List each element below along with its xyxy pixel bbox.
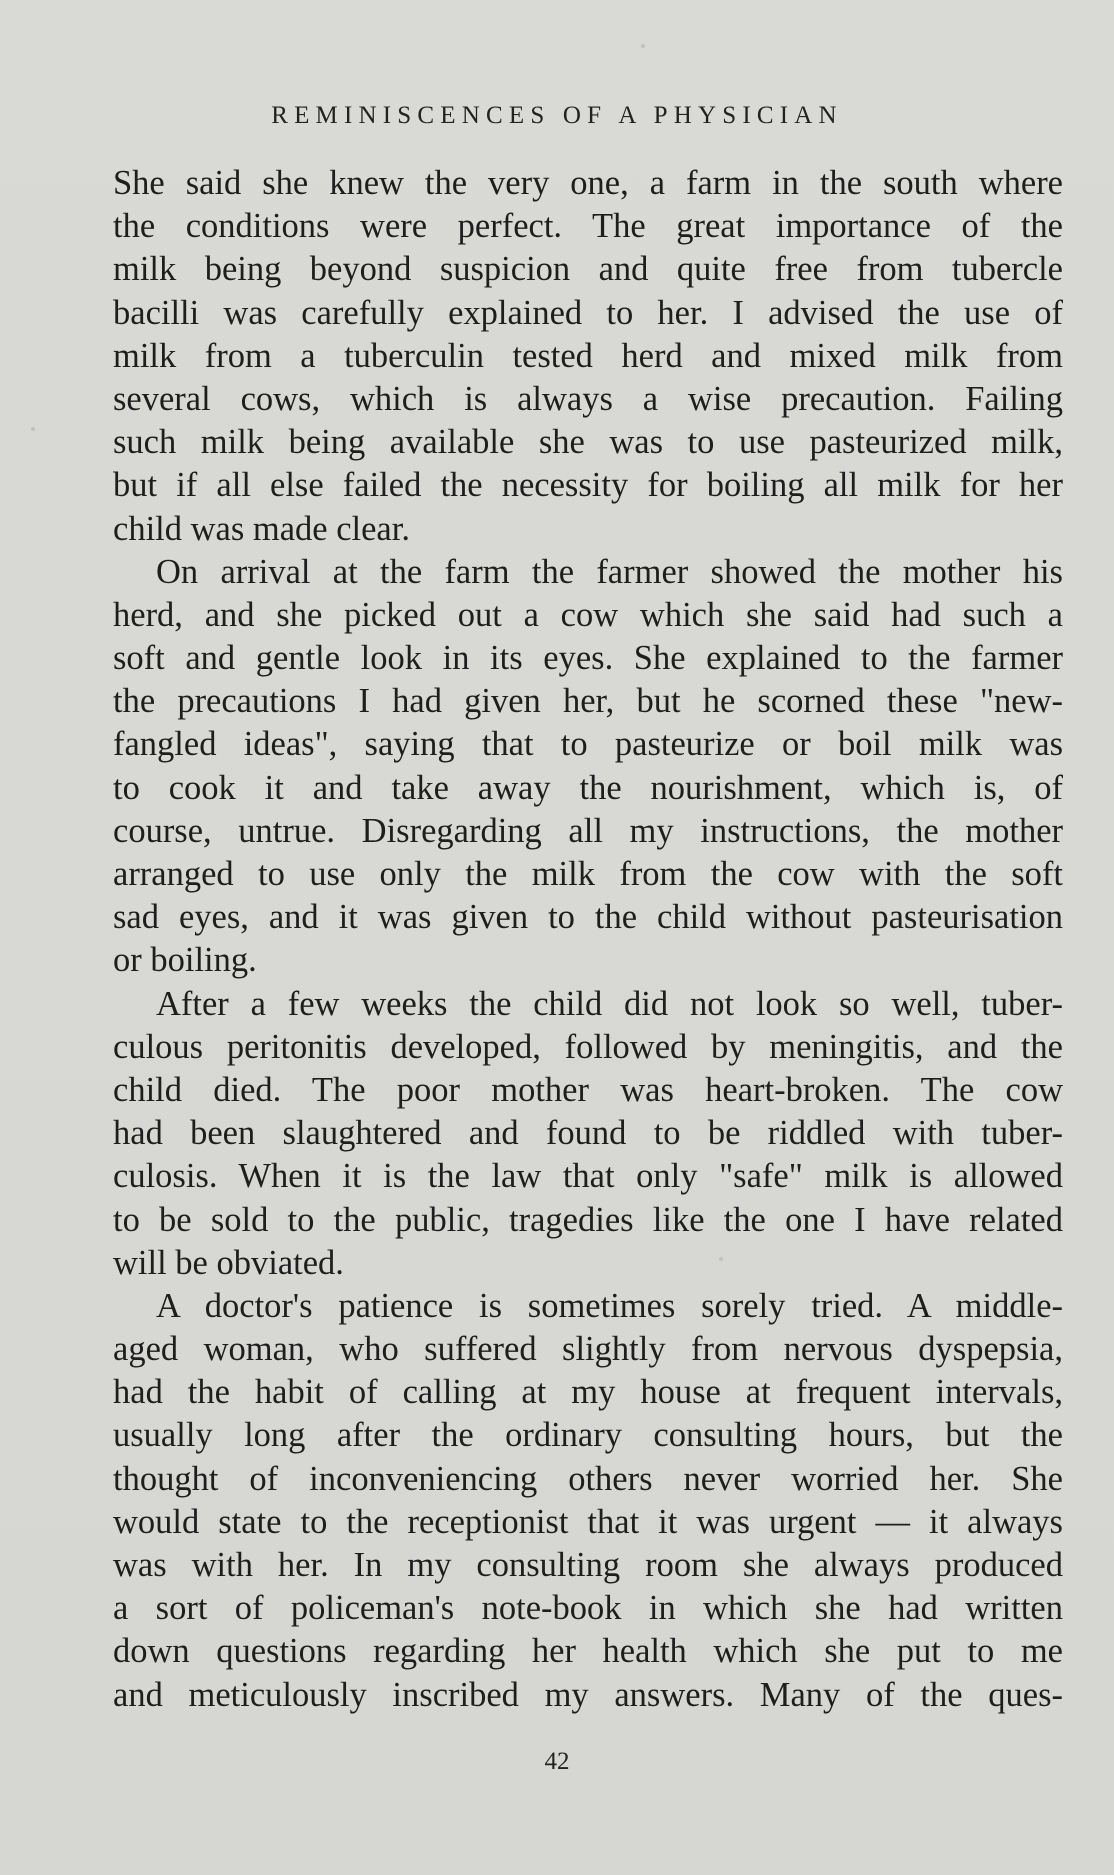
page-number: 42	[544, 1748, 570, 1775]
paper-speck	[641, 44, 645, 48]
text-line: course, untrue. Disregarding all my instructions, the mother	[113, 811, 1063, 850]
text-line: several cows, which is always a wise precaution. Failing	[113, 379, 1063, 418]
text-line: culosis. When it is the law that only "safe" milk is allowed	[113, 1157, 1063, 1196]
text-line: such milk being available she was to use pasteurized milk,	[113, 423, 1063, 462]
text-line: milk from a tuberculin tested herd and mixed milk from	[113, 336, 1063, 375]
text-line: A doctor's patience is sometimes sorely tried. A middle-	[156, 1286, 1063, 1325]
body-text	[113, 162, 1063, 1717]
text-line: and meticulously inscribed my answers. Many of the ques-	[113, 1675, 1063, 1714]
text-line: On arrival at the farm the farmer showed the mother his	[156, 552, 1063, 591]
text-line: She said she knew the very one, a farm in the south where	[113, 164, 1063, 202]
text-line: usually long after the ordinary consulting hours, but the	[113, 1416, 1063, 1455]
text-line: would state to the receptionist that it was urgent — it always	[113, 1502, 1063, 1541]
text-line: soft and gentle look in its eyes. She explained to the farmer	[113, 639, 1063, 678]
text-line: to be sold to the public, tragedies like the one I have related	[113, 1200, 1063, 1239]
text-line: the precautions I had given her, but he scorned these "new-	[113, 682, 1063, 721]
text-line: milk being beyond suspicion and quite free from tubercle	[113, 250, 1063, 289]
text-line: down questions regarding her health which she put to me	[113, 1632, 1063, 1671]
text-line: fangled ideas", saying that to pasteurize or boil milk was	[113, 725, 1063, 764]
text-line: culous peritonitis developed, followed by meningitis, and the	[113, 1027, 1063, 1066]
text-line: will be obviated.	[113, 1243, 344, 1282]
text-line: child died. The poor mother was heart-broken. The cow	[113, 1070, 1063, 1109]
paper-speck	[31, 427, 35, 431]
paragraph	[113, 162, 1063, 551]
text-line: or boiling.	[113, 941, 257, 980]
text-line: bacilli was carefully explained to her. I advised the use of	[113, 293, 1063, 332]
text-line: arranged to use only the milk from the cow with the soft	[113, 855, 1063, 893]
text-line: to cook it and take away the nourishment, which is, of	[113, 768, 1063, 807]
paragraph	[113, 983, 1063, 1285]
text-line: but if all else failed the necessity for boiling all milk for her	[113, 466, 1063, 505]
paragraph	[113, 551, 1063, 983]
text-line: had the habit of calling at my house at frequent intervals,	[113, 1373, 1063, 1412]
text-line: was with her. In my consulting room she always produced	[113, 1546, 1063, 1584]
text-line: herd, and she picked out a cow which she said had such a	[113, 595, 1063, 634]
running-head: REMINISCENCES OF A PHYSICIAN	[271, 102, 843, 129]
paragraph	[113, 1285, 1063, 1717]
paper-speck	[719, 1257, 723, 1261]
text-line: the conditions were perfect. The great importance of the	[113, 207, 1063, 246]
text-line: a sort of policeman's note-book in which she had written	[113, 1589, 1063, 1628]
text-line: After a few weeks the child did not look so well, tuber-	[156, 984, 1063, 1023]
text-line: aged woman, who suffered slightly from nervous dyspepsia,	[113, 1330, 1063, 1369]
text-line: had been slaughtered and found to be riddled with tuber-	[113, 1114, 1063, 1153]
text-line: thought of inconveniencing others never worried her. She	[113, 1459, 1063, 1498]
text-line: child was made clear.	[113, 509, 410, 548]
text-line: sad eyes, and it was given to the child without pasteurisation	[113, 898, 1063, 937]
